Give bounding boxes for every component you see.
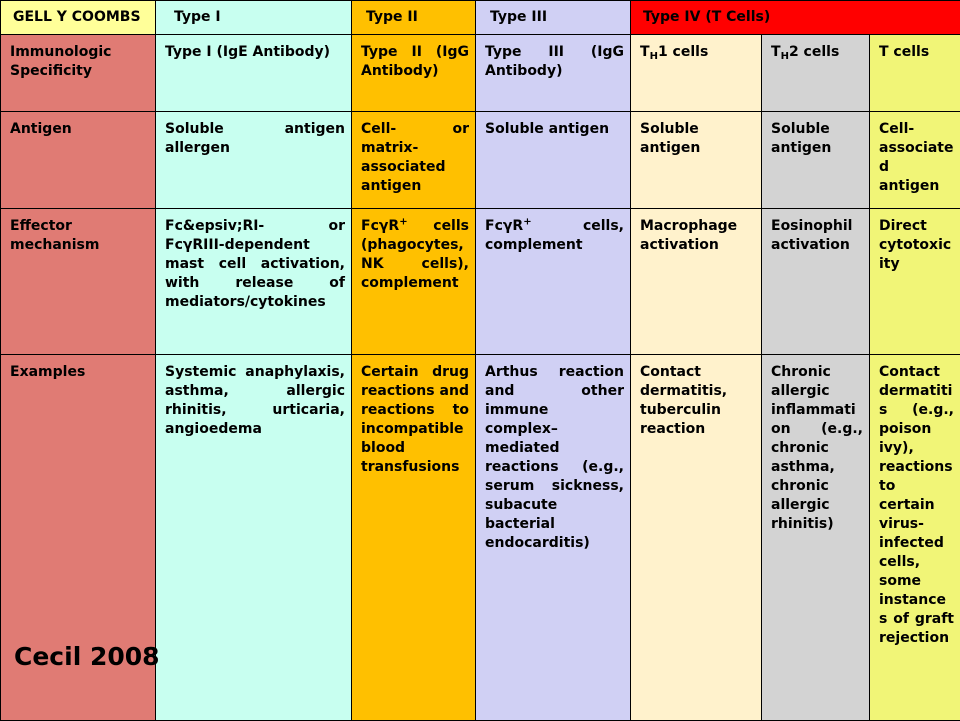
- header-row: [1, 1, 960, 35]
- cell-type3: FcγR+ cells, complement: [476, 209, 631, 355]
- cell-type3: Soluble antigen: [476, 112, 631, 209]
- cell-th1: Soluble antigen: [631, 112, 762, 209]
- header-type2: Type II: [352, 1, 476, 35]
- cell-tcells: T cells: [870, 35, 960, 112]
- header-type3: Type III: [476, 1, 631, 35]
- header-classification: GELL Y COOMBS: [1, 1, 156, 35]
- cell-type2: Certain drug reactions and reactions to incompatible blood transfusions: [352, 355, 476, 721]
- cell-type1: Type I (IgE Antibody): [156, 35, 352, 112]
- cell-type3: Type III (IgG Antibody): [476, 35, 631, 112]
- cell-tcells: Direct cytotoxicity: [870, 209, 960, 355]
- cell-th2: Soluble antigen: [762, 112, 870, 209]
- cell-th1: $T_H1$ cells: [631, 35, 762, 112]
- cell-th2: $T_H2$ cells: [762, 35, 870, 112]
- row-effector-mechanism: [1, 209, 960, 355]
- header-type1: Type I: [156, 1, 352, 35]
- cell-type1: Soluble antigen allergen: [156, 112, 352, 209]
- cell-type1: Systemic anaphylaxis, asthma, allergic rhinitis, urticaria, angioedema: [156, 355, 352, 721]
- cell-th2: Eosinophil activation: [762, 209, 870, 355]
- cell-type1: Fc&epsiv;RI- or FcγRIII-dependent mast cell activation, with release of mediators/cytokines: [156, 209, 352, 355]
- row-label: Effector mechanism: [1, 209, 156, 355]
- cell-type2: Cell- or matrix-associated antigen: [352, 112, 476, 209]
- cell-type2: FcγR+ cells (phagocytes, NK cells), complement: [352, 209, 476, 355]
- cell-type3: Arthus reaction and other immune complex–mediated reactions (e.g., serum sickness, subacute bacterial endocarditis): [476, 355, 631, 721]
- row-label: Immunologic Specificity: [1, 35, 156, 112]
- cell-th1: Macrophage activation: [631, 209, 762, 355]
- header-type4: Type IV (T Cells): [631, 1, 960, 35]
- cell-th1: Contact dermatitis, tuberculin reaction: [631, 355, 762, 721]
- row-label: Examples: [1, 355, 156, 721]
- source-caption: Cecil 2008: [14, 642, 160, 671]
- cell-tcells: Cell-associated antigen: [870, 112, 960, 209]
- cell-tcells: Contact dermatitis (e.g., poison ivy), reactions to certain virus-infected cells, some instances of graft rejection: [870, 355, 960, 721]
- row-antigen: [1, 112, 960, 209]
- row-label: Antigen: [1, 112, 156, 209]
- row-immunologic-specificity: [1, 35, 960, 112]
- cell-type2: Type II (IgG Antibody): [352, 35, 476, 112]
- cell-th2: Chronic allergic inflammation (e.g., chronic asthma, chronic allergic rhinitis): [762, 355, 870, 721]
